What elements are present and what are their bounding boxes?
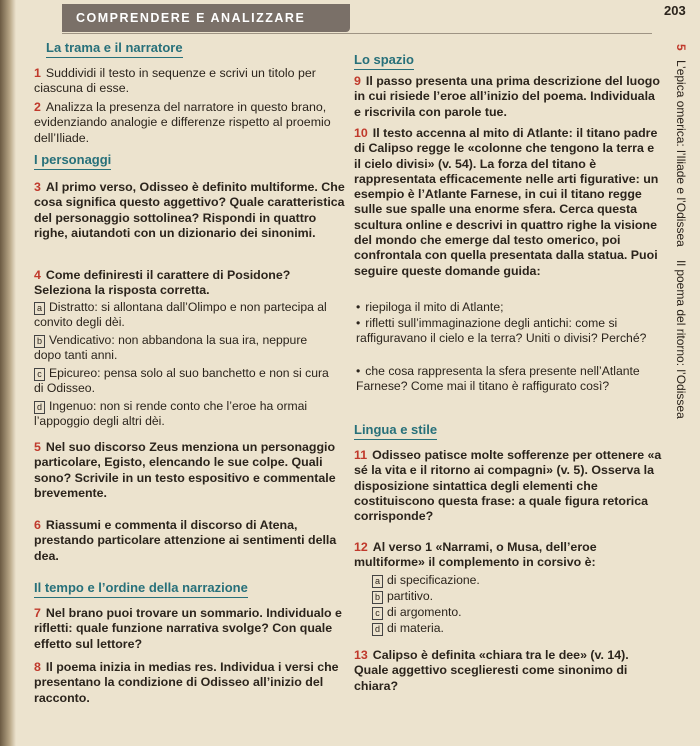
header-rule — [62, 33, 652, 34]
question-number: 1 — [34, 66, 41, 80]
question-7 — [34, 606, 346, 652]
option-text: Epicureo: pensa solo al suo banchetto e non si cura di Odisseo. — [34, 366, 329, 396]
option-letter: d — [34, 401, 45, 414]
question-number: 8 — [34, 660, 41, 674]
option-text: partitivo. — [387, 589, 434, 603]
option-text: di specificazione. — [387, 573, 480, 587]
chapter-subtitle: Il poema del ritorno: l’Odissea — [674, 260, 688, 419]
heading-spazio: Lo spazio — [354, 52, 414, 67]
option-b — [34, 333, 334, 364]
heading-tempo: Il tempo e l’ordine della narrazione — [34, 580, 248, 595]
option-letter: b — [372, 591, 383, 604]
question-13 — [354, 648, 664, 694]
question-5 — [34, 440, 344, 501]
guide-bullet-1 — [356, 300, 662, 315]
question-number: 3 — [34, 180, 41, 194]
question-text: Suddividi il testo in sequenze e scrivi un titolo per ciascuna di esse. — [34, 66, 316, 96]
question-9 — [354, 74, 662, 120]
bullet-text: rifletti sull’immaginazione degli antichi: come si raffiguravano il cielo e la terra? Uniti o divisi? Perché? — [356, 316, 647, 346]
question-text: Come definiresti il carattere di Posidone? Seleziona la risposta corretta. — [34, 268, 291, 298]
question-text: Il testo accenna al mito di Atlante: il titano padre di Calipso regge le «colonne che tengono la terra e il cielo divisi» (v. 54). La forza del titano è rappresentata efficacemente nelle arti figurative: un esempio è l’Atlante Farnese, in cui il titano regge sulle sue spalle una enorme sfera. Cerca questa scultura online e descrivi in quattro righe la visione del mondo che emerge dal testo omerico, poi confrontala con quella presentata dalla statua. Puoi seguire queste domande guida: — [354, 126, 659, 278]
question-number: 6 — [34, 518, 41, 532]
option-text: Distratto: si allontana dall’Olimpo e non partecipa al convito degli dèi. — [34, 300, 327, 330]
question-text: Al primo verso, Odisseo è definito multiforme. Che cosa significa questo aggettivo? Quale caratteristica del personaggio sottolinea? Rispondi in quattro righe, aiutandoti con un dizionario dei sinonimi. — [34, 180, 345, 240]
question-6 — [34, 518, 344, 564]
heading-lingua: Lingua e stile — [354, 422, 438, 437]
section-header — [62, 4, 350, 32]
chapter-title: L’epica omerica: l’Iliade e l’Odissea — [674, 60, 688, 247]
section-header-title: COMPRENDERE E ANALIZZARE — [76, 11, 306, 25]
question-text: Analizza la presenza del narratore in questo brano, evidenziando analogie e differenze rispetto al proemio dell’Iliade. — [34, 100, 331, 145]
question-11 — [354, 448, 664, 524]
question-8 — [34, 660, 346, 706]
q12-option-b — [372, 589, 433, 604]
guide-bullet-3 — [356, 364, 662, 395]
option-letter: d — [372, 623, 383, 636]
question-number: 7 — [34, 606, 41, 620]
question-number: 11 — [354, 448, 368, 462]
page-spine-shadow — [0, 0, 16, 746]
option-d — [34, 399, 334, 430]
question-number: 12 — [354, 540, 368, 554]
q12-option-c — [372, 605, 462, 620]
question-text: Nel brano puoi trovare un sommario. Individualo e rifletti: quale funzione narrativa svolge? Con quale effetto sul lettore? — [34, 606, 342, 651]
option-letter: a — [372, 575, 383, 588]
page-number: 203 — [664, 3, 686, 18]
bullet-dot: • — [356, 364, 361, 378]
question-1 — [34, 66, 346, 97]
bullet-text: che cosa rappresenta la sfera presente nell’Atlante Farnese? Come mai il titano è raffigurato così? — [356, 364, 640, 394]
question-number: 9 — [354, 74, 361, 88]
option-text: di argomento. — [387, 605, 462, 619]
heading-trama: La trama e il narratore — [46, 40, 183, 55]
question-text: Odisseo patisce molte sofferenze per ottenere «a sé la vita e il ritorno ai compagni» (v. 5). Osserva la disposizione sintattica degli elementi che costituiscono questa frase: a quale figura retorica corrisponde? — [354, 448, 662, 524]
question-text: Il poema inizia in medias res. Individua i versi che presentano la condizione di Odisseo all’inizio del racconto. — [34, 660, 339, 705]
q12-option-a — [372, 573, 480, 588]
bullet-text: riepiloga il mito di Atlante; — [365, 300, 504, 314]
question-number: 13 — [354, 648, 368, 662]
question-4 — [34, 268, 344, 299]
question-text: Calipso è definita «chiara tra le dee» (v. 14). Quale aggettivo sceglieresti come sinonimo di chiara? — [354, 648, 629, 693]
question-3 — [34, 180, 352, 241]
question-10 — [354, 126, 662, 279]
option-letter: c — [372, 607, 383, 620]
option-letter: a — [34, 302, 45, 315]
bullet-dot: • — [356, 316, 361, 330]
question-text: Il passo presenta una prima descrizione del luogo in cui risiede l’eroe all’inizio del poema. Individuala e riscrivila con parole tue. — [354, 74, 660, 119]
option-text: Ingenuo: non si rende conto che l’eroe ha ormai l’appoggio degli altri dèi. — [34, 399, 308, 429]
option-letter: b — [34, 335, 45, 348]
question-number: 10 — [354, 126, 368, 140]
guide-bullet-2 — [356, 316, 662, 347]
question-2 — [34, 100, 342, 146]
question-number: 5 — [34, 440, 41, 454]
option-c — [34, 366, 334, 397]
side-running-title — [668, 44, 688, 454]
question-number: 4 — [34, 268, 41, 282]
option-letter: c — [34, 368, 45, 381]
option-text: di materia. — [387, 621, 444, 635]
chapter-number: 5 — [674, 44, 688, 51]
question-number: 2 — [34, 100, 41, 114]
bullet-dot: • — [356, 300, 361, 314]
option-text: Vendicativo: non abbandona la sua ira, neppure dopo tanti anni. — [34, 333, 308, 363]
q12-option-d — [372, 621, 444, 636]
heading-personaggi: I personaggi — [34, 152, 112, 167]
option-a — [34, 300, 334, 331]
question-12 — [354, 540, 664, 571]
question-text: Al verso 1 «Narrami, o Musa, dell’eroe multiforme» il complemento in corsivo è: — [354, 540, 597, 570]
question-text: Riassumi e commenta il discorso di Atena, prestando particolare attenzione ai sentimenti della dea. — [34, 518, 337, 563]
question-text: Nel suo discorso Zeus menziona un personaggio particolare, Egisto, elencando le sue colpe. Quali sono? Scrivile in un testo espositivo e commentale brevemente. — [34, 440, 336, 500]
